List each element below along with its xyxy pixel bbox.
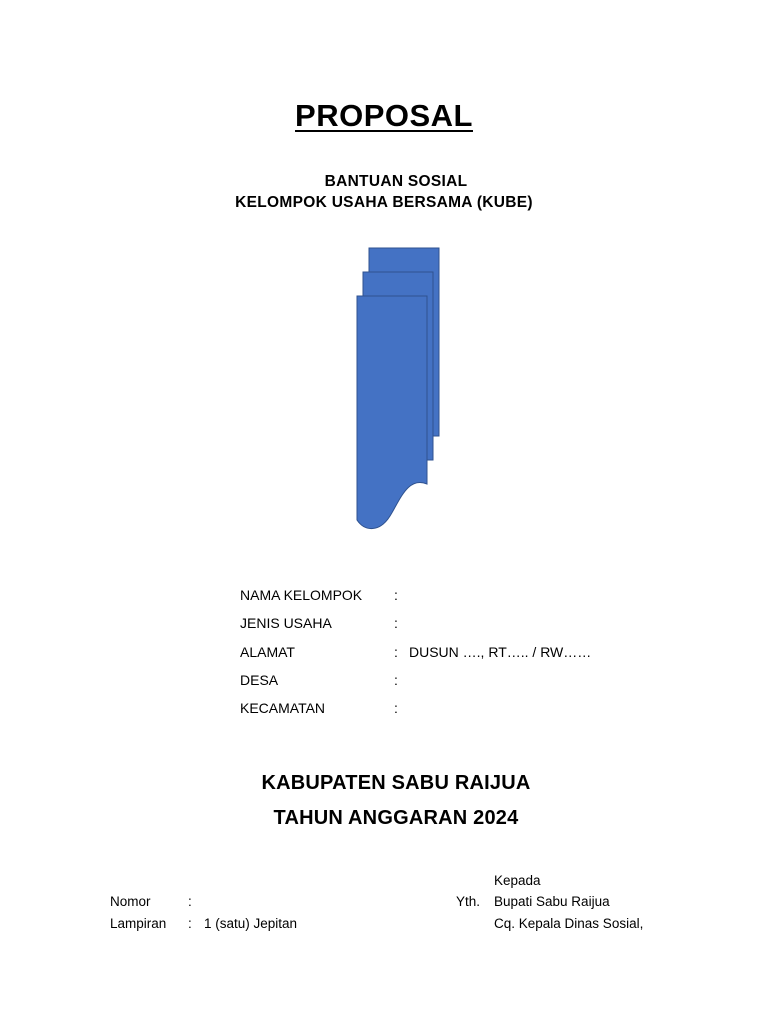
subtitle-line-2: KELOMPOK USAHA BERSAMA (KUBE) <box>235 194 533 211</box>
region-line-2: TAHUN ANGGARAN 2024 <box>273 807 519 829</box>
field-label: ALAMAT <box>240 644 295 660</box>
field-colon: : <box>394 672 398 688</box>
field-row-alamat <box>240 642 591 662</box>
lampiran-row <box>110 914 297 932</box>
lampiran-colon: : <box>188 915 192 931</box>
field-value: DUSUN …., RT….. / RW…… <box>409 644 592 660</box>
field-colon: : <box>394 700 398 716</box>
nomor-row <box>110 892 204 910</box>
field-label: NAMA KELOMPOK <box>240 587 363 603</box>
document-title: PROPOSAL <box>295 98 473 133</box>
field-label: JENIS USAHA <box>240 615 332 631</box>
lampiran-value: 1 (satu) Jepitan <box>204 915 298 931</box>
field-label: KECAMATAN <box>240 700 326 716</box>
region-line-1: KABUPATEN SABU RAIJUA <box>261 772 531 794</box>
yth-label: Yth. <box>456 893 481 909</box>
stacked-pages-icon <box>350 242 450 534</box>
lampiran-label: Lampiran <box>110 915 167 931</box>
kepada-label: Kepada <box>494 872 541 888</box>
subtitle-line-1: BANTUAN SOSIAL <box>324 173 468 190</box>
field-colon: : <box>394 587 398 603</box>
nomor-label: Nomor <box>110 893 151 909</box>
field-row-jenis-usaha <box>240 613 409 633</box>
field-row-nama-kelompok <box>240 585 409 605</box>
field-row-kecamatan <box>240 698 409 718</box>
field-label: DESA <box>240 672 279 688</box>
nomor-colon: : <box>188 893 192 909</box>
field-colon: : <box>394 644 398 660</box>
recipient-line-2: Cq. Kepala Dinas Sosial, <box>494 915 644 931</box>
recipient-line-1: Bupati Sabu Raijua <box>494 893 610 909</box>
field-row-desa <box>240 670 409 690</box>
field-colon: : <box>394 615 398 631</box>
